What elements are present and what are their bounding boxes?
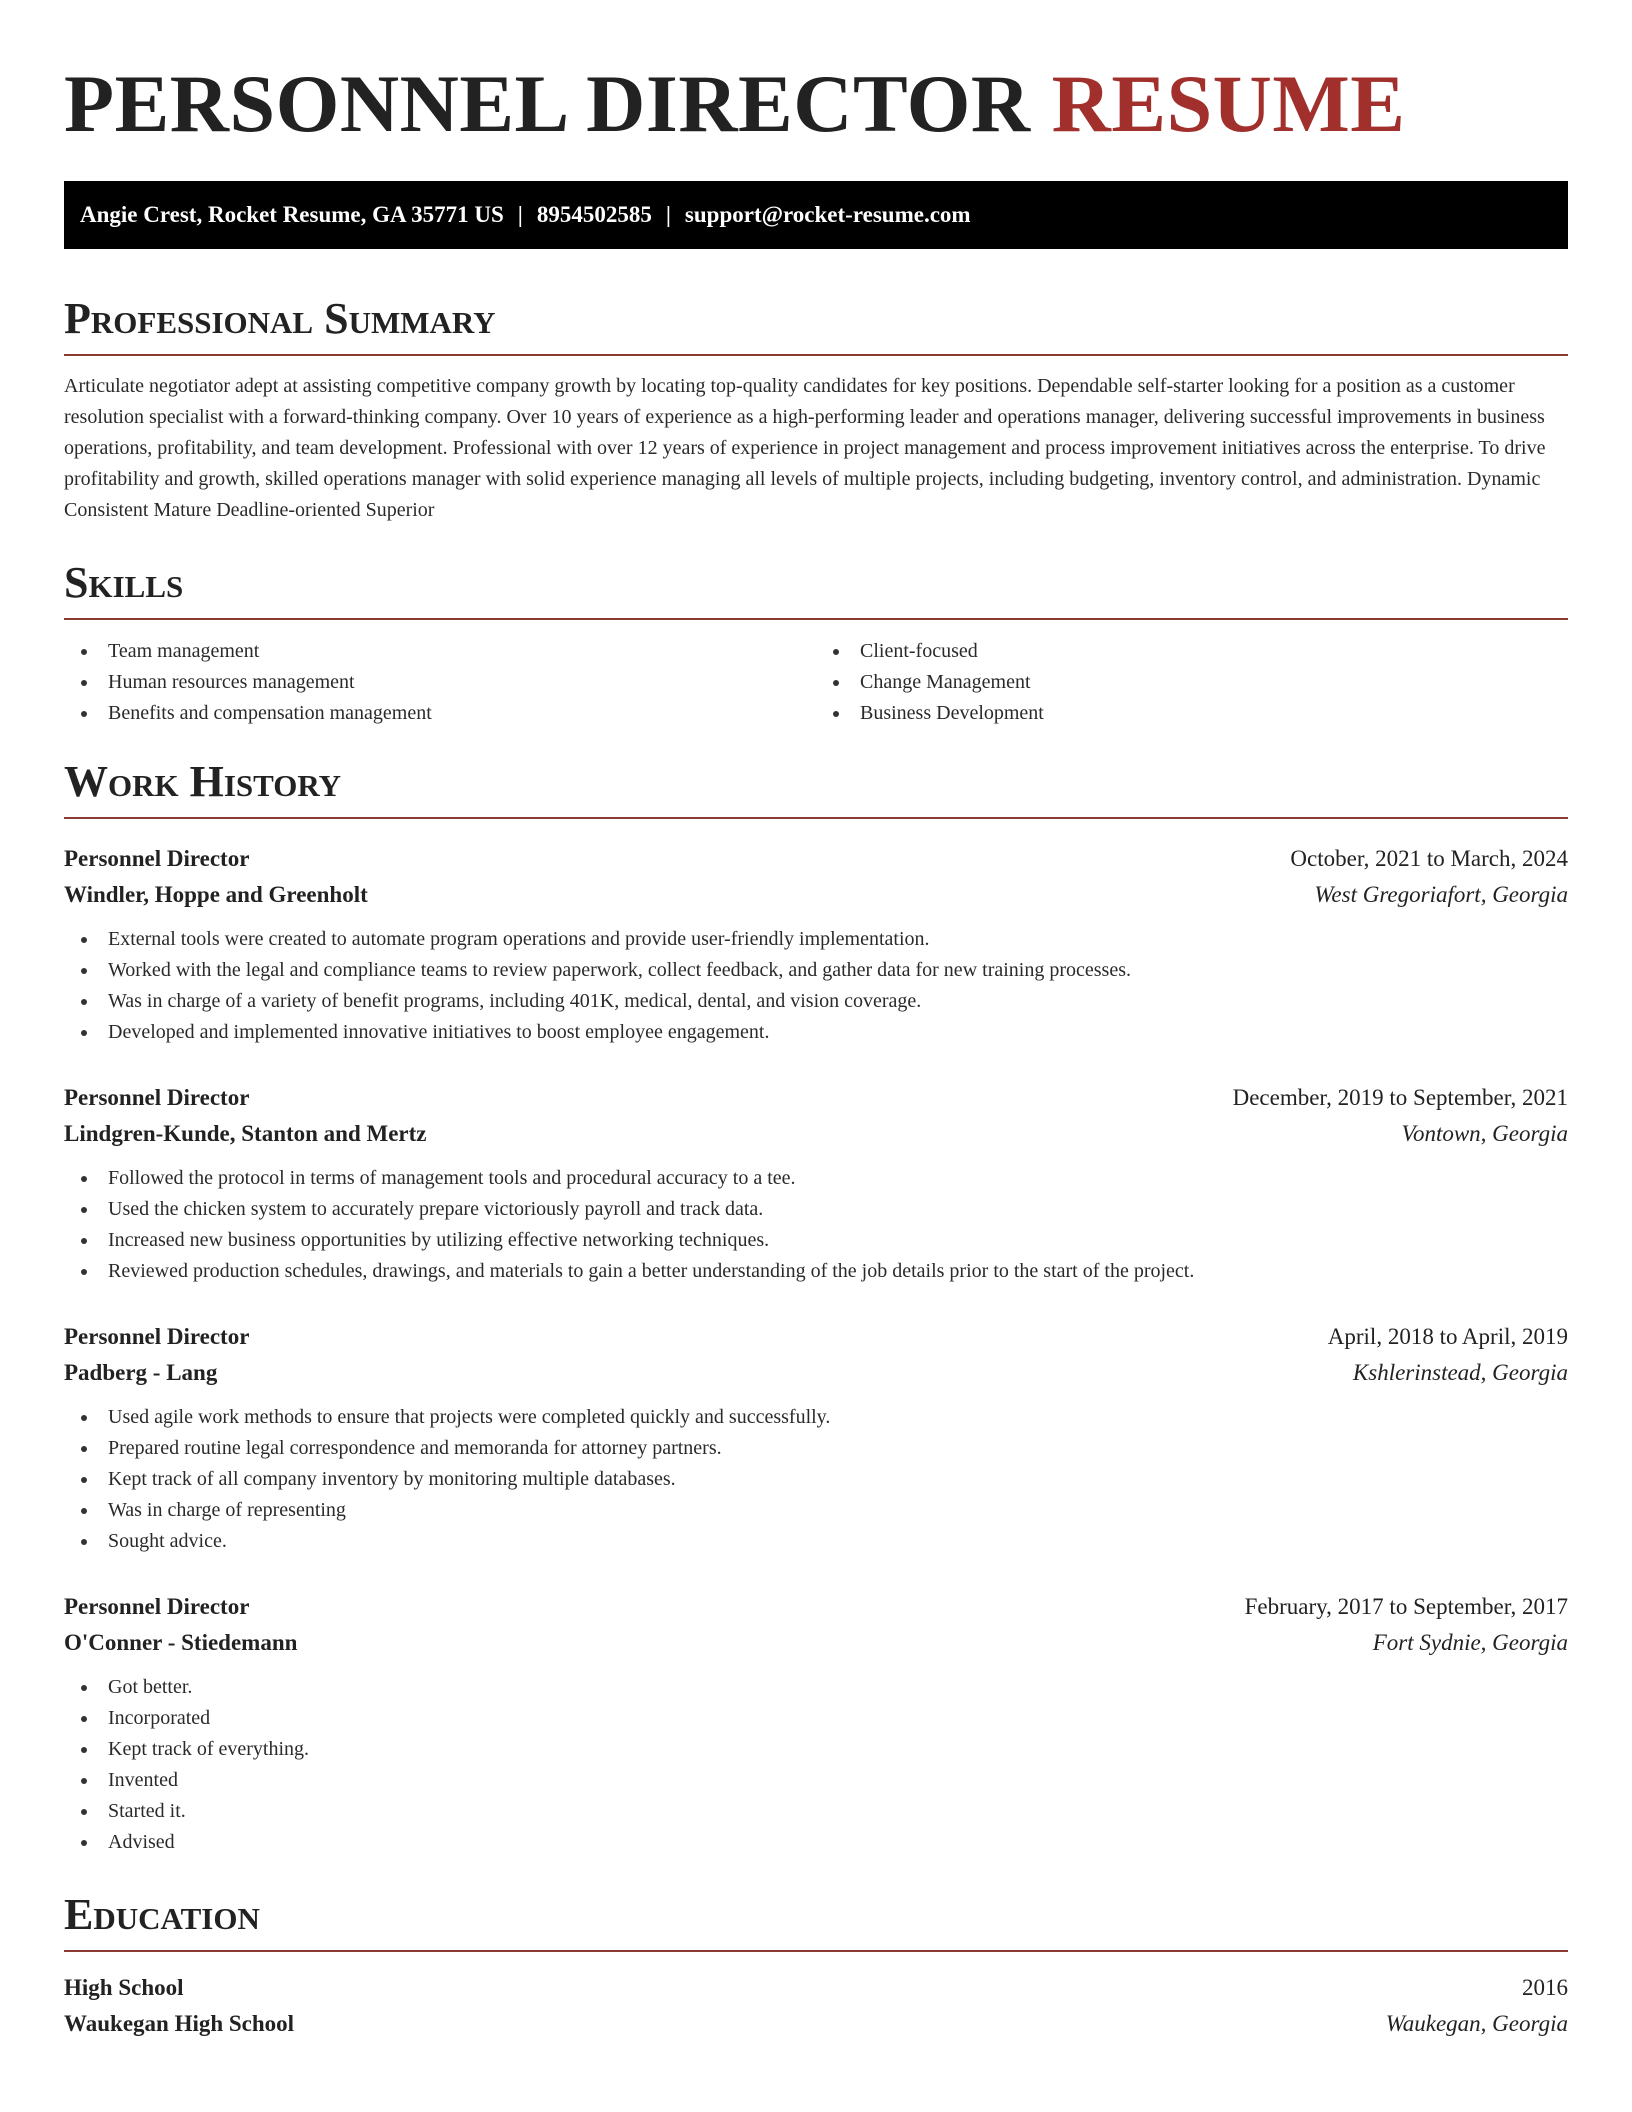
job-dates: April, 2018 to April, 2019 <box>1327 1324 1568 1349</box>
skill-item: Team management <box>64 636 816 667</box>
job-company: Lindgren-Kunde, Stanton and Mertz <box>64 1121 427 1146</box>
contact-phone: 8954502585 <box>536 202 652 227</box>
job-dates: December, 2019 to September, 2021 <box>1232 1085 1568 1110</box>
skills-columns <box>64 636 1568 729</box>
contact-bar <box>64 181 1568 249</box>
section-divider <box>64 817 1568 819</box>
job-entry <box>64 1589 1568 1858</box>
job-bullet: Got better. <box>64 1672 1568 1703</box>
job-bullet: Kept track of everything. <box>64 1734 1568 1765</box>
job-bullets <box>64 924 1568 1048</box>
job-location: Fort Sydnie, Georgia <box>1372 1630 1568 1655</box>
job-bullet: Reviewed production schedules, drawings, and materials to gain a better understanding of the job details prior to the start of the project. <box>64 1256 1568 1287</box>
job-title: Personnel Director <box>64 1594 250 1619</box>
education-year: 2016 <box>1522 1975 1568 2000</box>
section-divider <box>64 354 1568 356</box>
contact-separator: | <box>665 202 671 227</box>
job-company-row <box>64 1116 1568 1152</box>
job-header-row <box>64 1319 1568 1355</box>
contact-separator: | <box>517 202 523 227</box>
job-company: O'Conner - Stiedemann <box>64 1630 298 1655</box>
skills-list <box>64 636 816 729</box>
job-title: Personnel Director <box>64 846 250 871</box>
job-dates: February, 2017 to September, 2017 <box>1244 1594 1568 1619</box>
job-bullet: Incorporated <box>64 1703 1568 1734</box>
skill-item: Human resources management <box>64 667 816 698</box>
job-bullet: Worked with the legal and compliance teams to review paperwork, collect feedback, and gather data for new training processes. <box>64 955 1568 986</box>
skills-column-right <box>816 636 1568 729</box>
skills-section <box>64 558 1568 729</box>
job-company: Padberg - Lang <box>64 1360 218 1385</box>
education-location: Waukegan, Georgia <box>1385 2011 1568 2036</box>
job-title: Personnel Director <box>64 1085 250 1110</box>
skill-item: Client-focused <box>816 636 1568 667</box>
job-title: Personnel Director <box>64 1324 250 1349</box>
job-bullet: Followed the protocol in terms of management tools and procedural accuracy to a tee. <box>64 1163 1568 1194</box>
job-bullets <box>64 1672 1568 1858</box>
job-location: West Gregoriafort, Georgia <box>1314 882 1568 907</box>
job-bullet: Used the chicken system to accurately prepare victoriously payroll and track data. <box>64 1194 1568 1225</box>
job-bullet: Sought advice. <box>64 1526 1568 1557</box>
job-bullet: Started it. <box>64 1796 1568 1827</box>
skills-heading: Skills <box>64 558 184 607</box>
title-main: PERSONNEL DIRECTOR <box>64 58 1031 149</box>
job-bullet: External tools were created to automate program operations and provide user-friendly implementation. <box>64 924 1568 955</box>
education-degree: High School <box>64 1975 184 2000</box>
job-bullet: Kept track of all company inventory by monitoring multiple databases. <box>64 1464 1568 1495</box>
job-header-row <box>64 1589 1568 1625</box>
education-heading: Education <box>64 1890 260 1939</box>
skills-column-left <box>64 636 816 729</box>
job-entry <box>64 841 1568 1048</box>
job-bullet: Used agile work methods to ensure that projects were completed quickly and successfully. <box>64 1402 1568 1433</box>
skill-item: Change Management <box>816 667 1568 698</box>
education-section <box>64 1890 1568 2042</box>
job-entry <box>64 1080 1568 1287</box>
job-location: Kshlerinstead, Georgia <box>1352 1360 1568 1385</box>
section-divider <box>64 1950 1568 1952</box>
education-header-row <box>64 1970 1568 2006</box>
job-dates: October, 2021 to March, 2024 <box>1290 846 1568 871</box>
job-company: Windler, Hoppe and Greenholt <box>64 882 368 907</box>
job-bullet: Developed and implemented innovative initiatives to boost employee engagement. <box>64 1017 1568 1048</box>
summary-text: Articulate negotiator adept at assisting competitive company growth by locating top-quality candidates for key positions. Dependable self-starter looking for a position as a customer resolution specialist with a forward-thinking company. Over 10 years of experience as a high-performing leader and operations manager, delivering successful improvements in business operations, profitability, and team development. Professional with over 12 years of experience in project management and process improvement initiatives across the enterprise. To drive profitability and growth, skilled operations manager with solid experience managing all levels of multiple projects, including budgeting, inventory control, and administration. Dynamic Consistent Mature Deadline-oriented Superior <box>64 375 1546 521</box>
resume-title <box>64 0 1568 150</box>
education-school-row <box>64 2006 1568 2042</box>
job-header-row <box>64 1080 1568 1116</box>
skills-list <box>816 636 1568 729</box>
job-company-row <box>64 1355 1568 1391</box>
job-bullet: Was in charge of representing <box>64 1495 1568 1526</box>
job-bullets <box>64 1402 1568 1557</box>
education-entry <box>64 1970 1568 2042</box>
education-school: Waukegan High School <box>64 2011 295 2036</box>
job-bullet: Invented <box>64 1765 1568 1796</box>
job-bullets <box>64 1163 1568 1287</box>
job-company-row <box>64 1625 1568 1661</box>
contact-email: support@rocket-resume.com <box>684 202 971 227</box>
job-bullet: Increased new business opportunities by utilizing effective networking techniques. <box>64 1225 1568 1256</box>
skill-item: Business Development <box>816 698 1568 729</box>
job-bullet: Advised <box>64 1827 1568 1858</box>
skill-item: Benefits and compensation management <box>64 698 816 729</box>
job-bullet: Was in charge of a variety of benefit programs, including 401K, medical, dental, and vision coverage. <box>64 986 1568 1017</box>
job-company-row <box>64 877 1568 913</box>
summary-heading: Professional Summary <box>64 294 496 343</box>
title-accent: RESUME <box>1051 58 1406 149</box>
summary-section <box>64 294 1568 526</box>
job-bullet: Prepared routine legal correspondence and memoranda for attorney partners. <box>64 1433 1568 1464</box>
contact-address: Angie Crest, Rocket Resume, GA 35771 US <box>80 202 504 227</box>
work-history-section <box>64 757 1568 1858</box>
job-location: Vontown, Georgia <box>1401 1121 1568 1146</box>
section-divider <box>64 618 1568 620</box>
job-header-row <box>64 841 1568 877</box>
work-history-heading: Work History <box>64 757 342 806</box>
job-entry <box>64 1319 1568 1557</box>
